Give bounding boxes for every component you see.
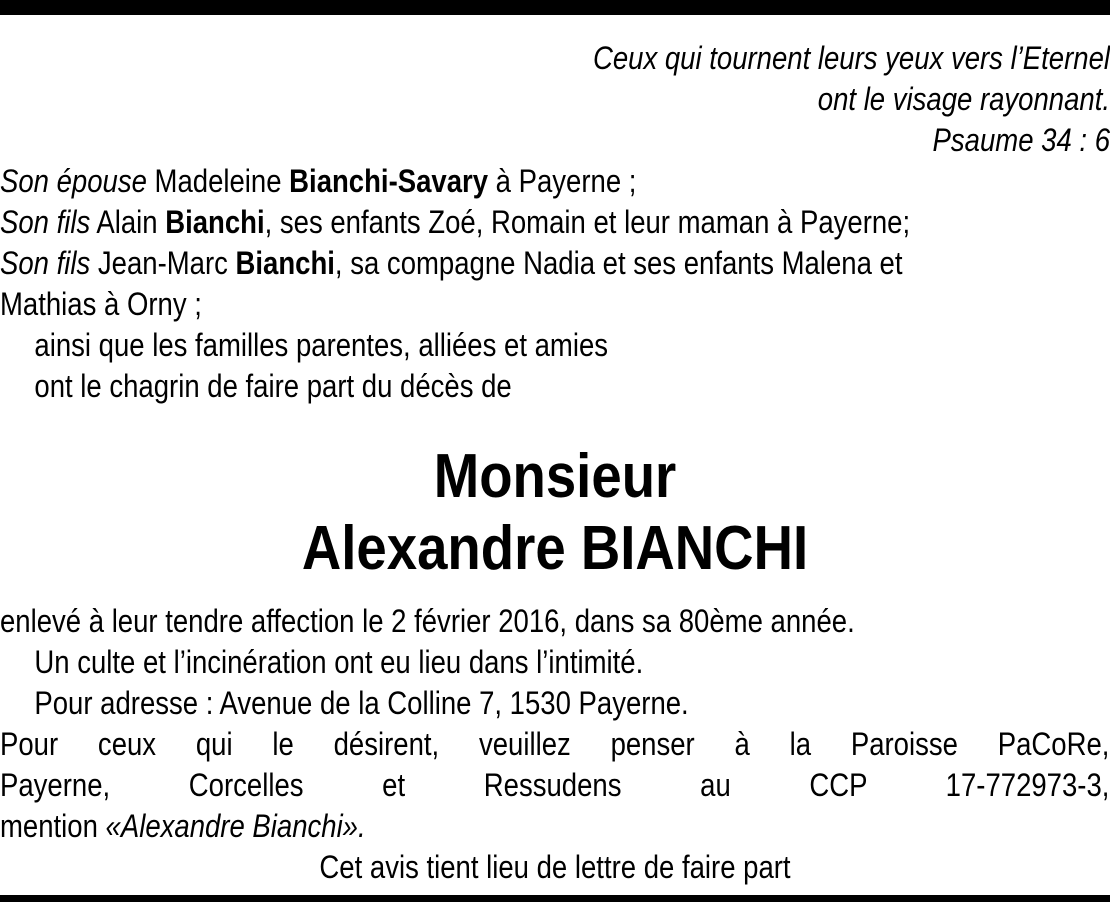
obituary-notice bbox=[0, 38, 1110, 888]
announce-line-1: ainsi que les familles parentes, alliées et amies bbox=[34, 327, 609, 363]
first-name: Madeleine bbox=[146, 163, 290, 199]
relation: Son fils bbox=[0, 245, 91, 281]
top-rule bbox=[0, 0, 1110, 15]
epigraph-line-2: ont le visage rayonnant. bbox=[817, 81, 1110, 117]
family-line-son-jean-marc bbox=[0, 243, 1109, 284]
bottom-rule bbox=[0, 895, 1110, 902]
surname: Bianchi bbox=[235, 245, 335, 281]
details-line-4: Pour ceux qui le désirent, veuillez penser à la Paroisse PaCoRe, bbox=[0, 726, 1110, 762]
family-line-son-alain bbox=[0, 202, 1109, 243]
first-name: Jean-Marc bbox=[90, 245, 236, 281]
family-line-spouse bbox=[0, 161, 1109, 202]
details-line-5: Payerne, Corcelles et Ressudens au CCP 17-772973-3, bbox=[0, 767, 1110, 803]
announce-line-2: ont le chagrin de faire part du décès de bbox=[34, 368, 512, 404]
surname: Bianchi bbox=[165, 204, 265, 240]
family-line-continued: Mathias à Orny ; bbox=[0, 286, 202, 322]
details-line-2: Un culte et l’incinération ont eu lieu dans l’intimité. bbox=[34, 644, 644, 680]
closing-line: Cet avis tient lieu de lettre de faire part bbox=[319, 849, 791, 885]
relation: Son fils bbox=[0, 204, 91, 240]
family-rest: , sa compagne Nadia et ses enfants Malena et bbox=[334, 245, 903, 281]
first-name: Alain bbox=[90, 204, 166, 240]
mention-prefix: mention bbox=[0, 808, 106, 844]
details-line-6 bbox=[0, 806, 1109, 847]
deceased-name: Alexandre BIANCHI bbox=[301, 514, 809, 583]
details-line-1: enlevé à leur tendre affection le 2 février 2016, dans sa 80ème année. bbox=[0, 603, 855, 639]
family-rest: à Payerne ; bbox=[488, 163, 637, 199]
epigraph-reference: Psaume 34 : 6 bbox=[932, 122, 1110, 158]
family-rest: , ses enfants Zoé, Romain et leur maman à Payerne; bbox=[264, 204, 911, 240]
mention-name: «Alexandre Bianchi». bbox=[105, 808, 366, 844]
surname: Bianchi-Savary bbox=[289, 163, 489, 199]
relation: Son épouse bbox=[0, 163, 147, 199]
details-line-3: Pour adresse : Avenue de la Colline 7, 1530 Payerne. bbox=[34, 685, 689, 721]
epigraph-line-1: Ceux qui tournent leurs yeux vers l’Eternel bbox=[592, 40, 1110, 76]
deceased-title: Monsieur bbox=[433, 442, 677, 511]
